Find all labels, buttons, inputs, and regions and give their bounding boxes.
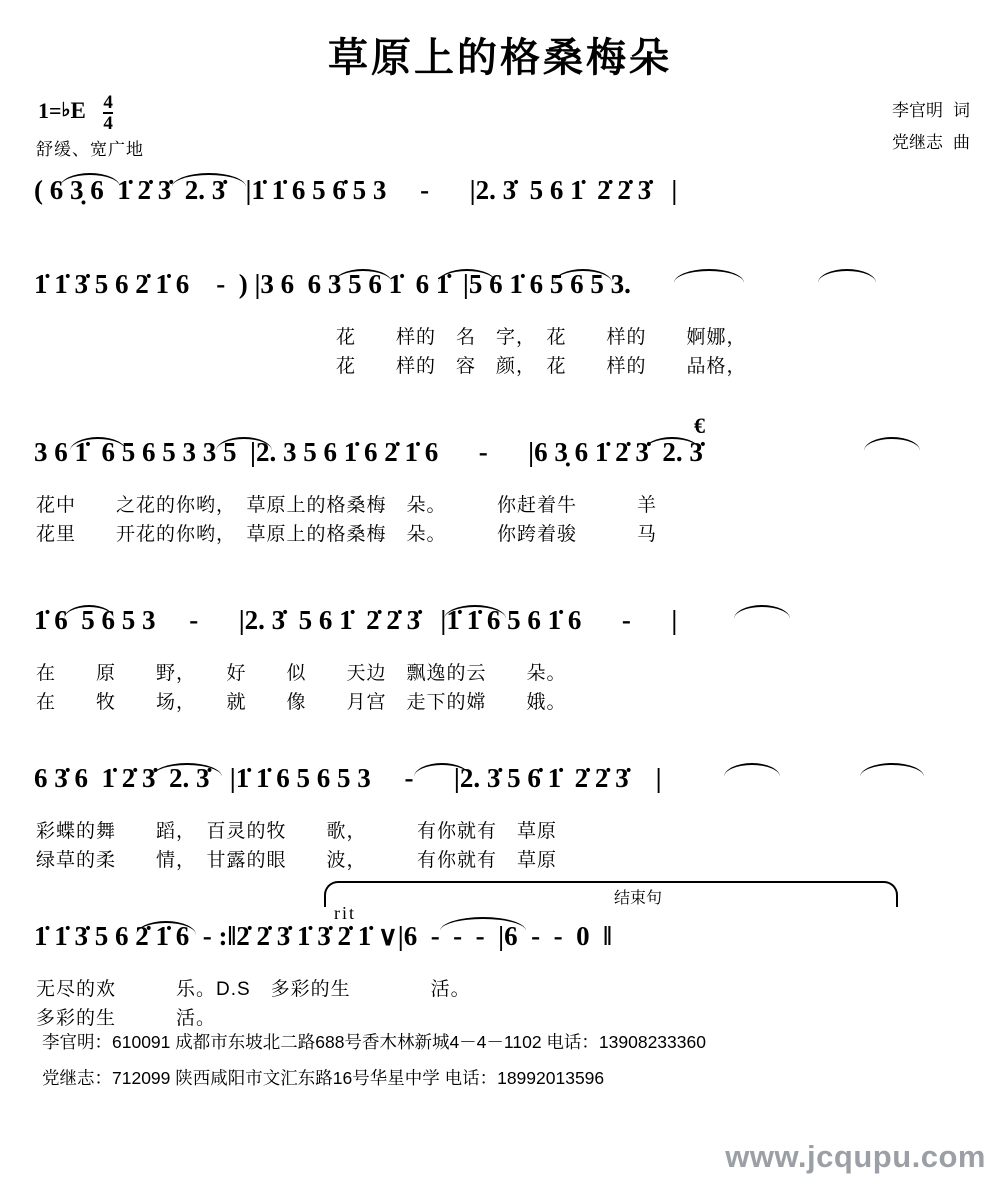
music-system-4 [34, 607, 966, 747]
lyric-line: 无尽的欢 乐。D.S 多彩的生 活。 [36, 979, 471, 1000]
lyricist-credit [892, 95, 970, 127]
notation-line: 6 3̇ 6 1̇ 2̇ 3̇ 2. 3̇ |1̇ 1̇ 6 5 6 5 3 - |2. 3̇ 5 6̇ 1̇ 2̇ 2̇ 3̇ | [34, 763, 662, 793]
notation-line: 3 6 1̇ 6 5 6 5 3 3 5 |2. 3 5 6 1̇ 6 2̇ 1̇ 6 - |6 3̣ 6 1̇ 2̇ 3̇ 2. 3̇ [34, 437, 703, 467]
lyrics-block [34, 491, 966, 550]
composer-role: 曲 [953, 133, 970, 153]
lyrics-block [34, 817, 966, 876]
composer-name: 党继志 [892, 133, 943, 153]
lyric-line: 多彩的生 活。 [36, 1008, 217, 1030]
flat-symbol: ♭ [61, 100, 71, 122]
time-signature-denominator: 4 [103, 113, 113, 134]
time-signature-numerator: 4 [103, 92, 113, 113]
ending-bracket [324, 881, 898, 907]
page-title: 草原上的格桑梅朵 [328, 35, 672, 80]
ending-section-label: 结束句 [614, 890, 663, 907]
notation-line: 1̇ 6 5 6 5 3 - |2. 3̇ 5 6 1̇ 2̇ 2̇ 3̇ |1̇ 1̇ 6 5 6 1̇ 6 - | [34, 605, 678, 635]
footer-line: 党继志：712099 陕西咸阳市文汇东路16号华星中学 电话：18992013596 [42, 1068, 605, 1089]
lyrics-block [334, 323, 966, 382]
contact-footer [42, 1024, 706, 1098]
music-system-1 [34, 177, 966, 255]
credits-block [892, 95, 970, 160]
lyric-line: 彩蝶的舞 蹈， 百灵的牧 歌， 有你就有 草原 [36, 821, 558, 842]
rit-marking: rit [334, 903, 356, 923]
tempo-marking: 舒缓、宽广地 [36, 140, 144, 159]
lyric-line: 在 原 野， 好 似 天边 飘逸的云 朵。 [36, 663, 567, 684]
lyricist-role: 词 [953, 101, 970, 120]
sheet-music-page [0, 26, 1000, 1189]
lyric-line: 花里 开花的你哟， 草原上的格桑梅 朵。 你跨着骏 马 [36, 524, 658, 546]
lyric-line: 花中 之花的你哟， 草原上的格桑梅 朵。 你赶着牛 羊 [36, 495, 658, 516]
key-prefix: 1= [38, 98, 62, 124]
site-watermark: www.jcqupu.com [725, 1139, 986, 1174]
music-system-3 [34, 413, 966, 589]
lyric-line: 绿草的柔 情， 甘露的眼 波， 有你就有 草原 [36, 850, 558, 872]
lyric-line: 花 样的 容 颜， 花 样的 品格， [336, 356, 747, 378]
lyric-line: 在 牧 场， 就 像 月宫 走下的嫦 娥。 [36, 692, 567, 714]
footer-line: 李官明：610091 成都市东坡北二路688号香木林新城4－4－1102 电话：13908233360 [42, 1031, 706, 1052]
key-letter: E [70, 98, 86, 124]
segno-icon: € [694, 413, 705, 438]
notation-line: ( 6 3̣ 6 1̇ 2̇ 3̇ 2. 3̇ |1̇ 1̇ 6 5 6̇ 5 3 - |2. 3̇ 5 6 1̇ 2̇ 2̇ 3̇ | [34, 175, 678, 205]
composer-credit [892, 127, 970, 159]
key-signature [38, 93, 113, 133]
music-system-2 [34, 271, 966, 421]
notation-line: 1̇ 1̇ 3̇ 5 6 2̇ 1̇ 6 - ) |3 6 6 3 5 6 1̇ 6 1̇ |5 6 1̇ 6 5 6 5 3. [34, 269, 631, 299]
time-signature [103, 93, 113, 133]
lyrics-block [34, 659, 966, 718]
lyric-line: 花 样的 名 字， 花 样的 婀娜， [336, 327, 747, 348]
score-header [0, 93, 1000, 163]
notation-line: 1̇ 1̇ 3̇ 5 6 2̇ 1̇ 6 - :‖2̇ 2̇ 3̇ 1̇ 3̇ 2̇ 1̇ ∨|6 - - - |6 - - 0 ‖ [34, 921, 612, 951]
lyricist-name: 李官明 [892, 101, 943, 120]
